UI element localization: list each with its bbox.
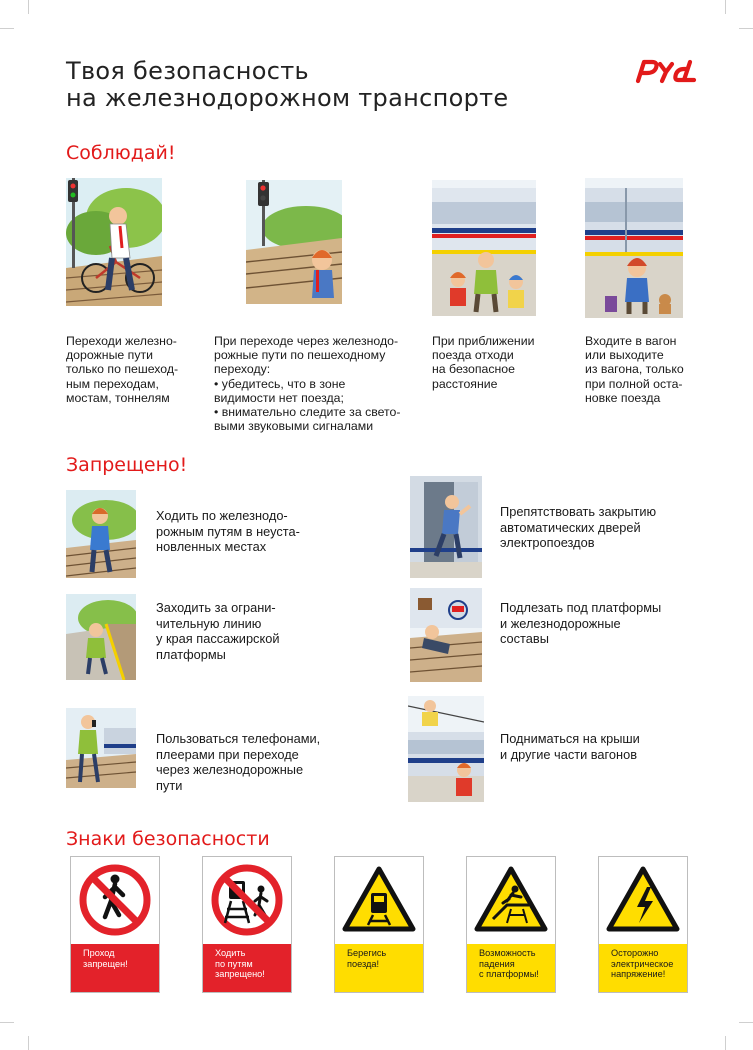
caption-line: выми звуковыми сигналами xyxy=(214,419,374,434)
illustration-platform-edge xyxy=(66,594,136,680)
forbidden-line: Препятствовать закрытию xyxy=(500,504,657,519)
crop-mark xyxy=(725,1036,726,1050)
forbidden-line: Ходить по железнодо- xyxy=(156,508,288,523)
sign-label xyxy=(467,944,555,992)
platform-fall-warning-icon xyxy=(467,857,555,943)
forbidden-line: Заходить за ограни- xyxy=(156,600,276,615)
caption-line: • внимательно следите за свето- xyxy=(214,405,401,420)
caption-line: • убедитесь, что в зоне xyxy=(214,376,346,391)
crop-mark xyxy=(739,28,753,29)
section-heading-forbidden: Запрещено! xyxy=(66,454,188,476)
forbidden-line: Подниматься на крыши xyxy=(500,731,640,746)
caption-line: При приближении xyxy=(432,334,535,348)
caption-line: При переходе через железнодо- xyxy=(214,334,399,348)
rzd-logo xyxy=(634,58,698,84)
crop-mark xyxy=(725,0,726,14)
caption-line: дорожные пути xyxy=(66,348,153,363)
caption-line: Переходи железно- xyxy=(66,334,177,348)
section-heading-observe: Соблюдай! xyxy=(66,142,176,164)
safety-sign-beware-train xyxy=(334,856,424,993)
illustration-boarding-train xyxy=(585,178,683,318)
title-line: Твоя безопасность xyxy=(66,57,309,85)
section-heading-signs: Знаки безопасности xyxy=(66,828,270,850)
forbidden-line: у края пассажирской xyxy=(156,631,280,647)
crop-mark xyxy=(0,28,14,29)
forbidden-line: и другие части вагонов xyxy=(500,746,638,762)
page-title xyxy=(66,58,508,112)
illustration-walking-on-tracks xyxy=(66,490,136,578)
caption-line: только по пешеход- xyxy=(66,362,179,377)
sign-label-line: с платформы! xyxy=(479,969,539,980)
illustration-kids-near-train xyxy=(432,180,536,316)
safety-sign-platform-fall xyxy=(466,856,556,993)
crop-mark xyxy=(28,1036,29,1050)
forbidden-line: пути xyxy=(156,777,183,793)
safety-sign-high-voltage xyxy=(598,856,688,993)
crop-mark xyxy=(0,1022,14,1023)
forbidden-line: новленных местах xyxy=(156,539,267,555)
sign-label-line: по путям xyxy=(215,958,253,969)
crop-mark xyxy=(28,0,29,14)
forbidden-line: плеерами при переходе xyxy=(156,746,299,762)
forbidden-line: через железнодорожные xyxy=(156,762,304,778)
caption-line: ным переходам, xyxy=(66,376,159,391)
sign-label-line: поезда! xyxy=(347,958,380,969)
caption-line: видимости нет поезда; xyxy=(214,390,344,405)
forbidden-line: автоматических дверей xyxy=(500,519,641,535)
caption-line: на безопасное xyxy=(432,362,515,377)
caption-line: рожные пути по пешеходному xyxy=(214,348,386,363)
safety-sign-no-walking-tracks xyxy=(202,856,292,993)
sign-label-line: запрещен! xyxy=(83,958,128,969)
forbidden-line: Пользоваться телефонами, xyxy=(156,731,321,746)
forbidden-line: чительную линию xyxy=(156,615,262,631)
caption-line: расстояние xyxy=(432,376,498,391)
sign-label-line: напряжение! xyxy=(611,969,666,980)
safety-sign-no-passage xyxy=(70,856,160,993)
sign-label-line: Осторожно xyxy=(611,948,659,958)
caption-line: мостам, тоннелям xyxy=(66,390,170,405)
illustration-blocking-doors xyxy=(410,476,482,578)
observe-caption-3 xyxy=(432,334,534,391)
high-voltage-warning-icon xyxy=(599,857,687,943)
sign-label-line: запрещено! xyxy=(215,969,265,980)
sign-label-line: Возможность xyxy=(479,948,536,958)
forbidden-line: рожным путям в неуста- xyxy=(156,523,300,539)
sign-label-line: Проход xyxy=(83,948,115,958)
forbidden-line: Подлезать под платформы xyxy=(500,600,662,615)
caption-line: новке поезда xyxy=(585,390,661,405)
sign-label xyxy=(203,944,291,992)
forbidden-text-6 xyxy=(500,731,640,762)
sign-label xyxy=(71,944,159,992)
observe-caption-4 xyxy=(585,334,684,405)
caption-line: Входите в вагон xyxy=(585,334,677,348)
illustration-boy-at-crossing xyxy=(246,180,342,304)
title-line: на железнодорожном транспорте xyxy=(66,84,509,112)
forbidden-text-1 xyxy=(156,508,300,555)
caption-line: при полной оста- xyxy=(585,376,683,391)
sign-label-line: Берегись xyxy=(347,948,387,958)
illustration-bike-crossing xyxy=(66,178,162,306)
no-pedestrian-icon xyxy=(71,857,159,943)
train-warning-icon xyxy=(335,857,423,943)
caption-line: или выходите xyxy=(585,348,664,363)
crop-mark xyxy=(739,1022,753,1023)
observe-caption-1 xyxy=(66,334,178,405)
sign-label-line: электрическое xyxy=(611,958,674,969)
forbidden-text-3 xyxy=(156,600,279,662)
sign-label-line: падения xyxy=(479,958,515,969)
caption-line: из вагона, только xyxy=(585,362,684,377)
forbidden-text-5 xyxy=(156,731,320,793)
illustration-phone-on-tracks xyxy=(66,708,136,788)
forbidden-line: электропоездов xyxy=(500,535,595,551)
sign-label-line: Ходить xyxy=(215,948,246,958)
sign-label xyxy=(599,944,687,992)
forbidden-text-4 xyxy=(500,600,661,647)
forbidden-text-2 xyxy=(500,504,656,551)
forbidden-line: составы xyxy=(500,631,549,647)
caption-line: поезда отходи xyxy=(432,348,514,363)
forbidden-line: и железнодорожные xyxy=(500,615,621,631)
illustration-climbing-train-roof xyxy=(408,696,484,802)
illustration-crawling-under-platform xyxy=(410,588,482,682)
sign-label xyxy=(335,944,423,992)
caption-line: переходу: xyxy=(214,362,271,377)
forbidden-line: платформы xyxy=(156,646,226,662)
observe-caption-2 xyxy=(214,334,400,433)
no-walking-on-tracks-icon xyxy=(203,857,291,943)
